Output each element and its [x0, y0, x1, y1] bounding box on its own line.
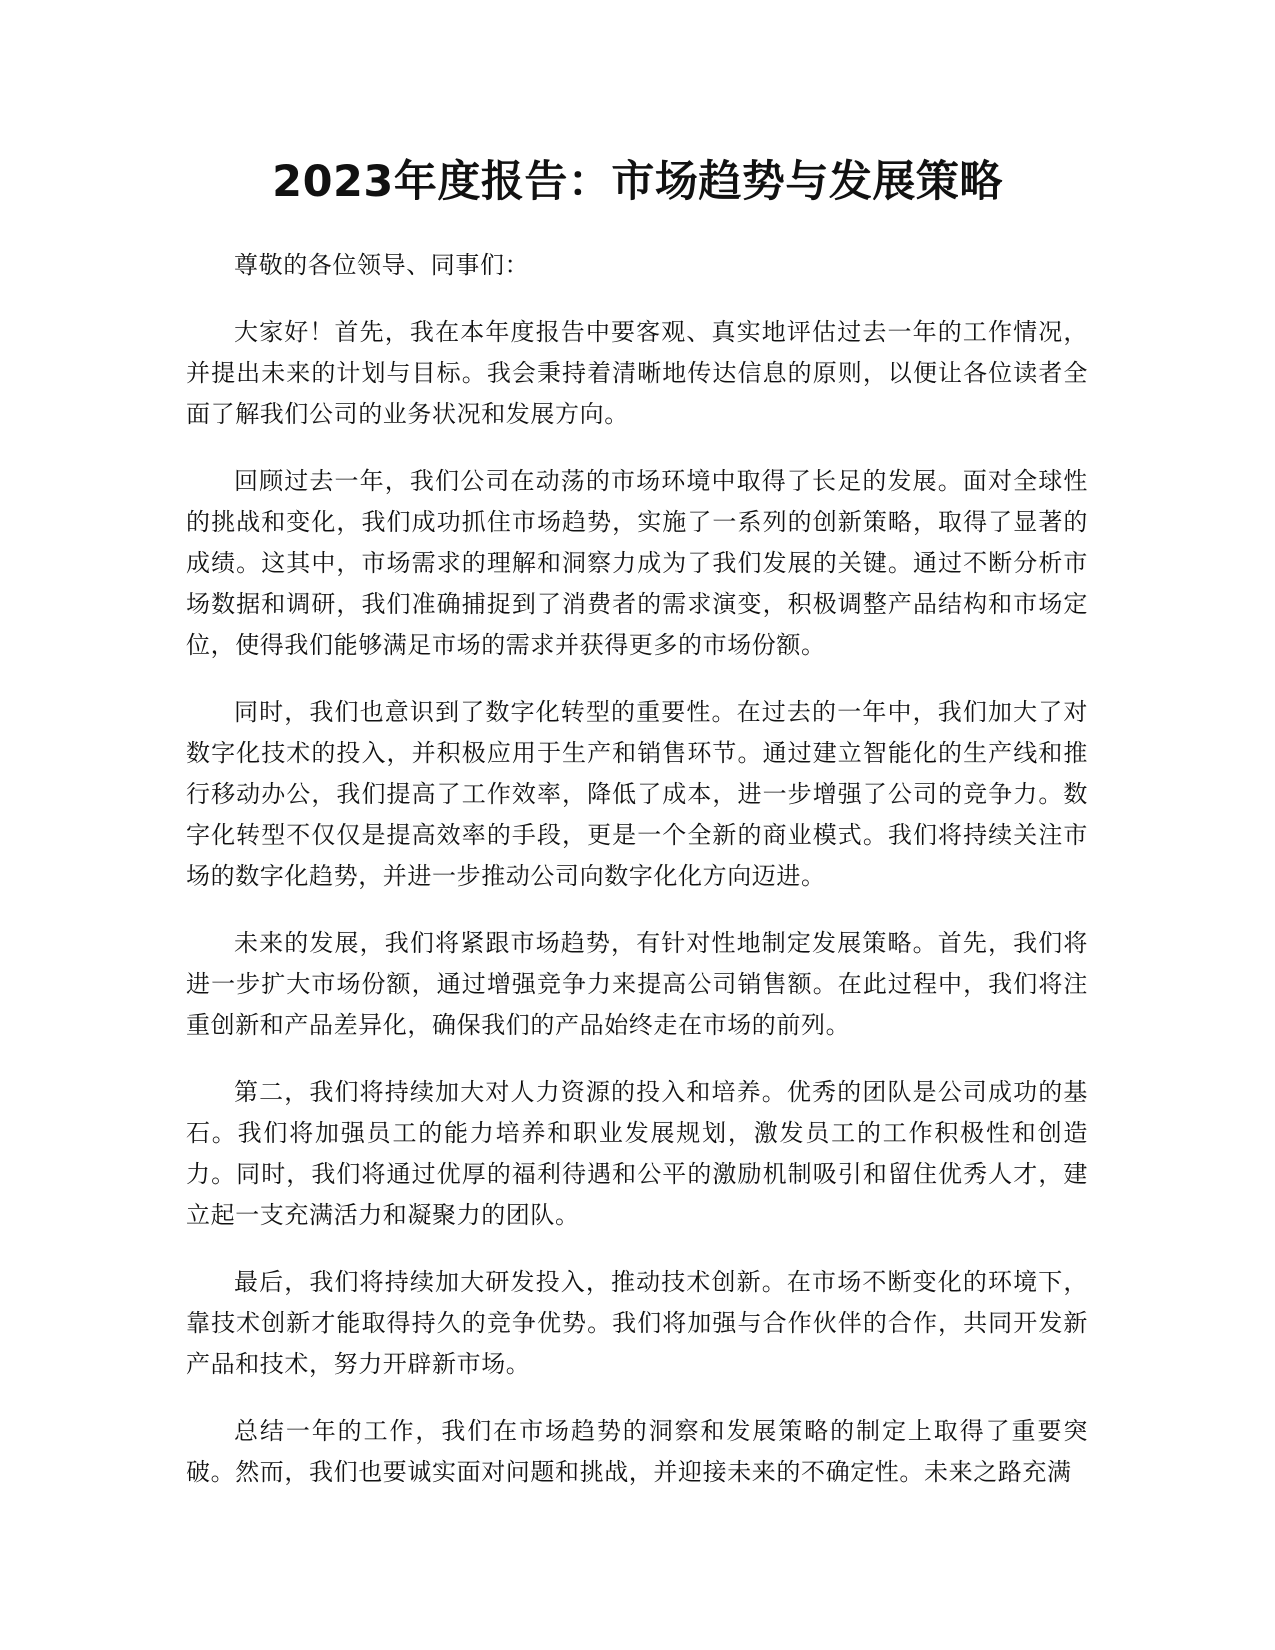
document-body: [186, 245, 1088, 1519]
paragraph-talent: 第二，我们将持续加大对人力资源的投入和培养。优秀的团队是公司成功的基石。我们将加强员工的能力培养和职业发展规划，激发员工的工作积极性和创造力。同时，我们将通过优厚的福利待遇和公平的激励机制吸引和留住优秀人才，建立起一支充满活力和凝聚力的团队。: [186, 1078, 1088, 1229]
document-title: 2023年度报告：市场趋势与发展策略: [272, 157, 1003, 207]
paragraph-future: 未来的发展，我们将紧跟市场趋势，有针对性地制定发展策略。首先，我们将进一步扩大市场份额，通过增强竞争力来提高公司销售额。在此过程中，我们将注重创新和产品差异化，确保我们的产品始终走在市场的前列。: [186, 929, 1088, 1039]
paragraph-greeting: 尊敬的各位领导、同事们：: [234, 251, 530, 279]
paragraph-digital: 同时，我们也意识到了数字化转型的重要性。在过去的一年中，我们加大了对数字化技术的投入，并积极应用于生产和销售环节。通过建立智能化的生产线和推行移动办公，我们提高了工作效率，降低了成本，进一步增强了公司的竞争力。数字化转型不仅仅是提高效率的手段，更是一个全新的商业模式。我们将持续关注市场的数字化趋势，并进一步推动公司向数字化化方向迈进。: [186, 698, 1088, 890]
paragraph-intro: 大家好！首先，我在本年度报告中要客观、真实地评估过去一年的工作情况，并提出未来的计划与目标。我会秉持着清晰地传达信息的原则，以便让各位读者全面了解我们公司的业务状况和发展方向。: [186, 318, 1088, 428]
paragraph-rnd: 最后，我们将持续加大研发投入，推动技术创新。在市场不断变化的环境下，靠技术创新才能取得持久的竞争优势。我们将加强与合作伙伴的合作，共同开发新产品和技术，努力开辟新市场。: [186, 1268, 1088, 1378]
paragraph-review: 回顾过去一年，我们公司在动荡的市场环境中取得了长足的发展。面对全球性的挑战和变化，我们成功抓住市场趋势，实施了一系列的创新策略，取得了显著的成绩。这其中，市场需求的理解和洞察力成为了我们发展的关键。通过不断分析市场数据和调研，我们准确捕捉到了消费者的需求演变，积极调整产品结构和市场定位，使得我们能够满足市场的需求并获得更多的市场份额。: [186, 467, 1088, 659]
paragraph-summary: 总结一年的工作，我们在市场趋势的洞察和发展策略的制定上取得了重要突破。然而，我们也要诚实面对问题和挑战，并迎接未来的不确定性。未来之路充满: [186, 1417, 1088, 1486]
